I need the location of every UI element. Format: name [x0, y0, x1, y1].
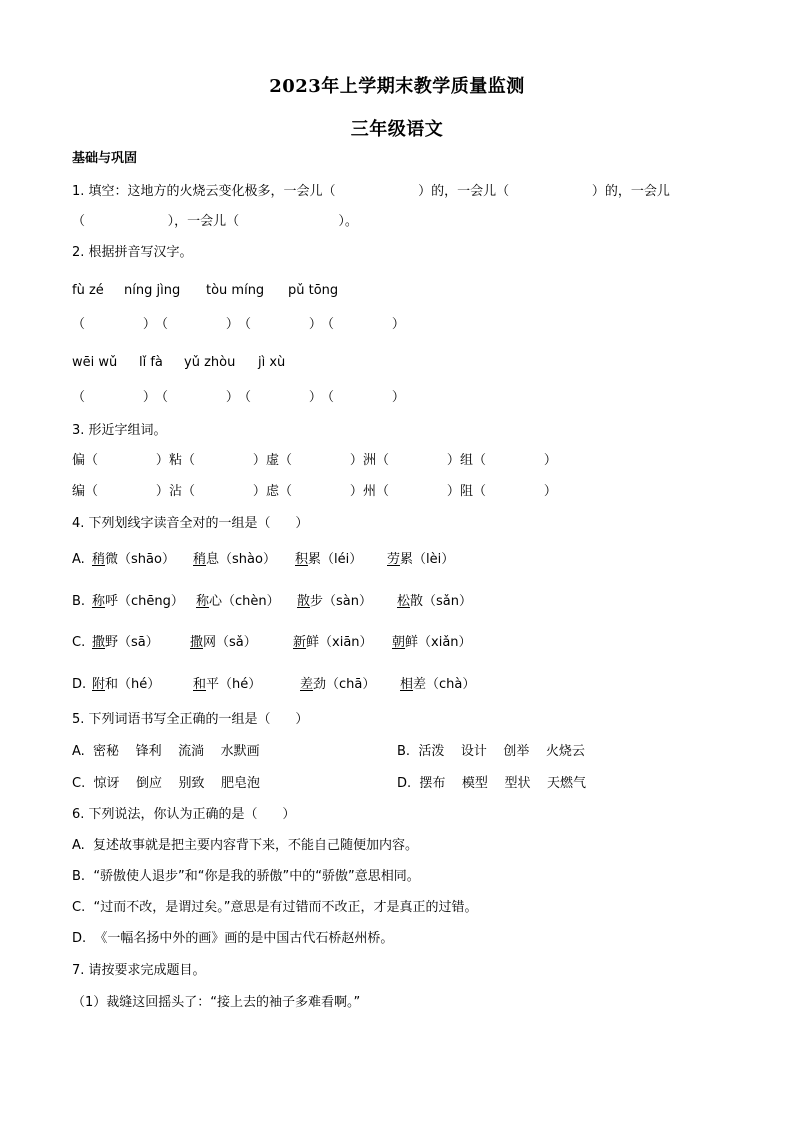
underlined-char: 称: [92, 594, 106, 609]
q6-stem: 6. 下列说法，你认为正确的是（ ）: [72, 807, 296, 822]
item-rest: 息（shào）: [206, 552, 276, 567]
underlined-char: 和: [193, 677, 207, 692]
q2-blank: （ ）: [155, 390, 239, 405]
underlined-char: 朝: [392, 635, 406, 650]
q5-stem: 5. 下列词语书写全正确的一组是（ ）: [72, 712, 309, 727]
item-rest: 和（hé）: [105, 677, 161, 692]
q4-option-label: D.: [72, 677, 87, 692]
underlined-char: 稍: [92, 552, 106, 567]
q5-option-d: D. 摆布 模型 型状 天燃气: [397, 776, 586, 791]
q2-pinyin: pǔ tōng: [288, 283, 339, 298]
q1-line2: （ ），一会儿（ ）。: [72, 214, 358, 229]
q2-pinyin: fù zé: [72, 283, 104, 298]
q7-stem: 7. 请按要求完成题目。: [72, 963, 206, 978]
q4-option-label: B.: [72, 594, 86, 609]
q3-item: 组（ ）: [460, 453, 557, 468]
q3-item: 州（ ）: [363, 484, 460, 499]
underlined-char: 松: [397, 594, 411, 609]
item-rest: 散（sǎn）: [410, 594, 472, 609]
q3-item: 沾（ ）: [169, 484, 266, 499]
q2-pinyin: níng jìng: [124, 283, 181, 298]
q6-option-d: D. 《一幅名扬中外的画》画的是中国古代石桥赵州桥。: [72, 931, 394, 946]
q2-blank: （ ）: [321, 317, 405, 332]
q2-pinyin: lǐ fà: [139, 355, 163, 370]
underlined-char: 稍: [193, 552, 207, 567]
q3-item: 编（ ）: [72, 484, 169, 499]
underlined-char: 新: [293, 635, 307, 650]
q5-option-a: A. 密秘 锋利 流淌 水默画: [72, 744, 260, 759]
q4-option-item: [297, 593, 372, 611]
q2-pinyin: tòu míng: [206, 283, 265, 298]
q2-blank: （ ）: [238, 390, 322, 405]
q2-blank: （ ）: [72, 317, 156, 332]
item-rest: 鲜（xiǎn）: [405, 635, 472, 650]
q6-option-b: B. “骄傲使人退步”和“你是我的骄傲”中的“骄傲”意思相同。: [72, 869, 420, 884]
q4-option-item: [300, 676, 375, 694]
q3-item: 粘（ ）: [169, 453, 266, 468]
q4-option-label: C.: [72, 635, 86, 650]
q2-blank: （ ）: [72, 390, 156, 405]
item-rest: 累（léi）: [308, 552, 363, 567]
q2-pinyin: wēi wǔ: [72, 355, 118, 370]
q2-pinyin: yǔ zhòu: [184, 355, 236, 370]
q2-blank: （ ）: [155, 317, 239, 332]
q4-option-label: A.: [72, 552, 85, 567]
item-rest: 劲（chā）: [313, 677, 376, 692]
q3-item: 虑（ ）: [266, 484, 363, 499]
underlined-char: 积: [295, 552, 309, 567]
item-rest: 心（chèn）: [209, 594, 280, 609]
q4-option-item: [92, 593, 184, 611]
section-heading: 基础与巩固: [72, 151, 138, 166]
q4-option-item: [397, 593, 472, 611]
item-rest: 差（chà）: [413, 677, 476, 692]
item-rest: 累（lèi）: [400, 552, 455, 567]
q3-item: 虚（ ）: [266, 453, 363, 468]
q4-option-item: [392, 634, 472, 652]
q4-option-item: [92, 676, 160, 694]
underlined-char: 劳: [387, 552, 401, 567]
underlined-char: 撒: [92, 635, 106, 650]
item-rest: 微（shāo）: [105, 552, 175, 567]
underlined-char: 散: [297, 594, 311, 609]
item-rest: 鲜（xiān）: [306, 635, 373, 650]
q3-stem: 3. 形近字组词。: [72, 423, 167, 438]
underlined-char: 附: [92, 677, 106, 692]
q5-option-b: B. 活泼 设计 创举 火烧云: [397, 744, 585, 759]
q4-option-item: [193, 676, 261, 694]
q4-option-item: [387, 551, 454, 569]
q2-blank: （ ）: [238, 317, 322, 332]
exam-subtitle: 三年级语文: [350, 119, 444, 140]
underlined-char: 差: [300, 677, 314, 692]
q3-item: 洲（ ）: [363, 453, 460, 468]
q7-sub1: （1）裁缝这回摇头了：“接上去的袖子多难看啊。”: [72, 995, 361, 1010]
q4-option-item: [293, 634, 373, 652]
underlined-char: 相: [400, 677, 414, 692]
q4-option-item: [196, 593, 280, 611]
q4-option-item: [193, 551, 276, 569]
q3-item: 阻（ ）: [460, 484, 557, 499]
q6-option-a: A. 复述故事就是把主要内容背下来，不能自己随便加内容。: [72, 838, 419, 853]
q4-option-item: [92, 551, 175, 569]
q5-option-c: C. 惊讶 倒应 别致 肥皂泡: [72, 776, 261, 791]
q4-stem: 4. 下列划线字读音全对的一组是（ ）: [72, 516, 309, 531]
q4-option-item: [295, 551, 362, 569]
q2-pinyin: jì xù: [258, 355, 286, 370]
q4-option-item: [92, 634, 159, 652]
underlined-char: 称: [196, 594, 210, 609]
q4-option-item: [400, 676, 475, 694]
item-rest: 步（sàn）: [310, 594, 372, 609]
underlined-char: 撒: [190, 635, 204, 650]
item-rest: 网（sǎ）: [203, 635, 257, 650]
q1-line1: 1. 填空：这地方的火烧云变化极多，一会儿（ ）的，一会儿（ ）的，一会儿: [72, 184, 670, 199]
q4-option-item: [190, 634, 257, 652]
item-rest: 野（sā）: [105, 635, 159, 650]
item-rest: 呼（chēng）: [105, 594, 184, 609]
q6-option-c: C. “过而不改，是谓过矣。”意思是有过错而不改正，才是真正的过错。: [72, 900, 478, 915]
q2-blank: （ ）: [321, 390, 405, 405]
exam-title: 2023年上学期末教学质量监测: [269, 76, 525, 97]
q2-stem: 2. 根据拼音写汉字。: [72, 245, 193, 260]
q3-item: 偏（ ）: [72, 453, 169, 468]
item-rest: 平（hé）: [206, 677, 262, 692]
